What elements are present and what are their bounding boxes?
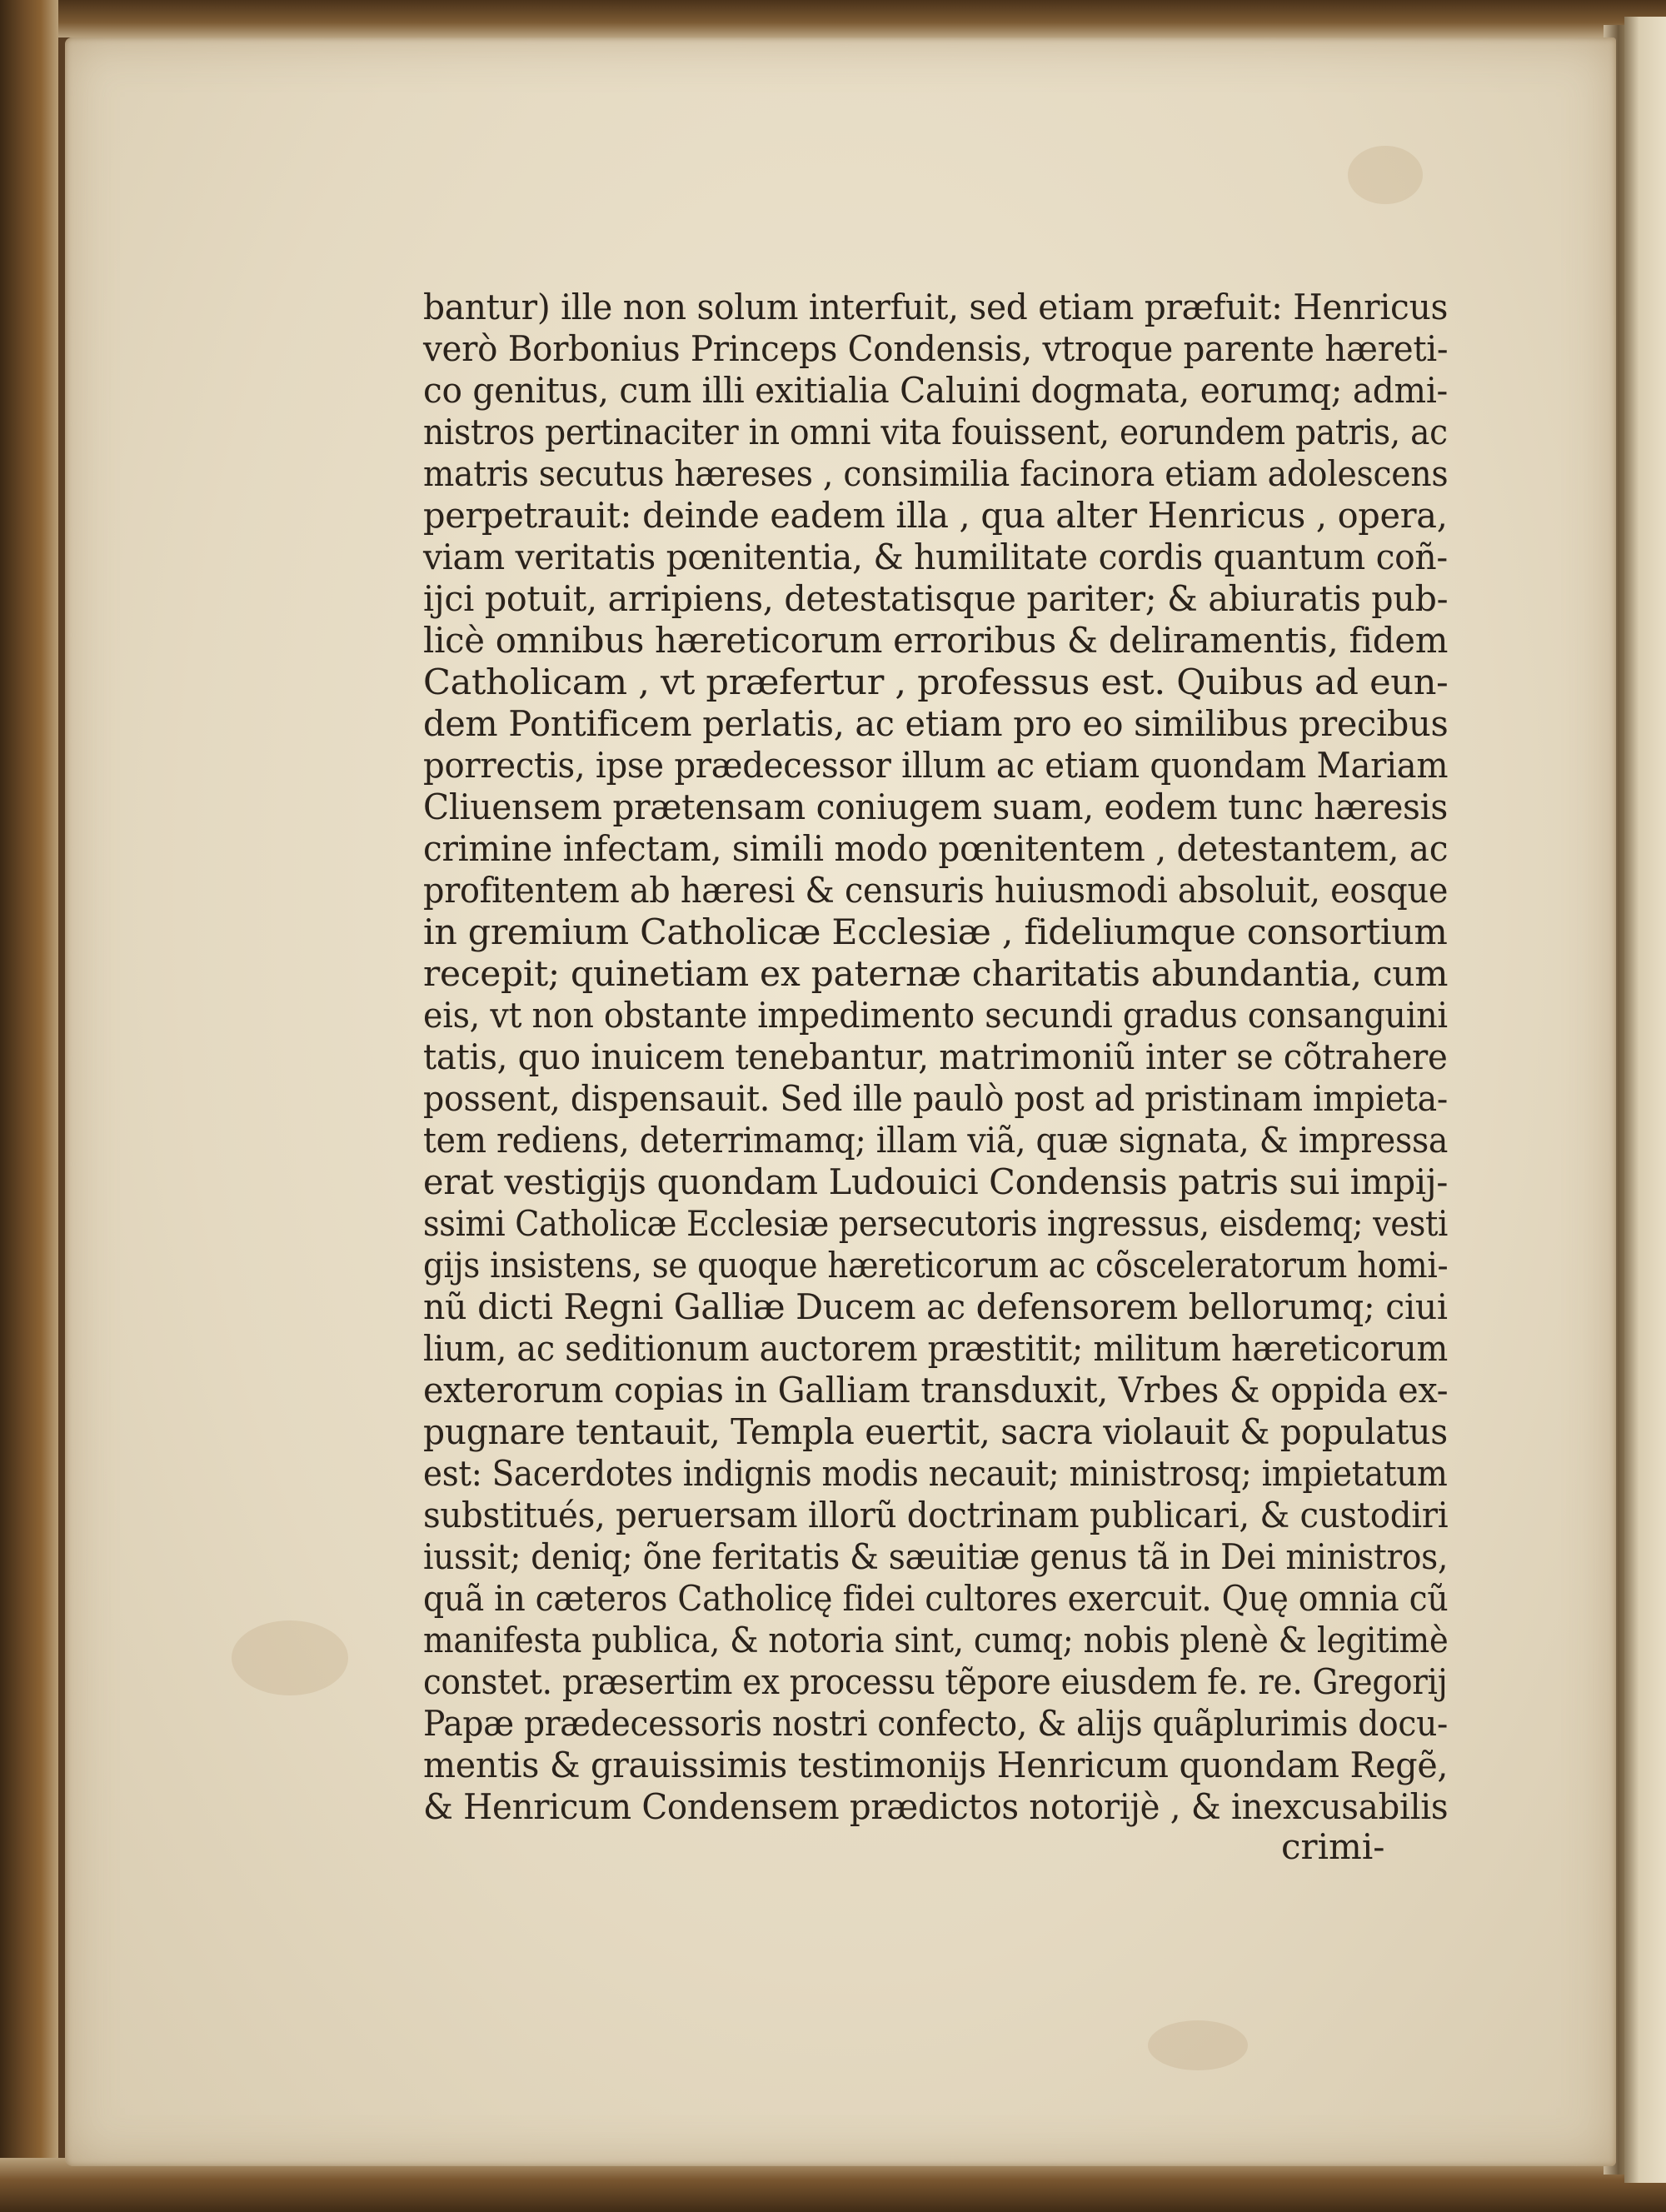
paper-stain <box>1348 146 1423 204</box>
paper-stain <box>1148 2020 1248 2070</box>
book-page <box>65 37 1616 2166</box>
text-line: verò Borbonius Princeps Condensis, vtroque parente hæreti- <box>423 328 1449 369</box>
text-line: matris secutus hæreses , consimilia facinora etiam adolescens <box>423 453 1449 494</box>
facing-page-edge <box>1624 17 1666 2183</box>
text-line: iussit; deniq; õne feritatis & sæuitiæ genus tã in Dei ministros, <box>423 1536 1449 1577</box>
text-line: Cliuensem prætensam coniugem suam, eodem tunc hæresis <box>423 786 1448 827</box>
text-line: nũ dicti Regni Galliæ Ducem ac defensorem bellorumq; ciui <box>423 1286 1448 1327</box>
catchword: crimi- <box>1281 1826 1385 1867</box>
text-line: crimine infectam, simili modo pœnitentem , detestantem, ac <box>423 828 1449 869</box>
text-line: mentis & grauissimis testimonijs Henricum quondam Regẽ, <box>423 1745 1449 1785</box>
text-line: Catholicam , vt præfertur , professus est. Quibus ad eun- <box>423 662 1449 702</box>
text-line: lium, ac seditionum auctorem præstitit; militum hæreticorum <box>423 1328 1448 1369</box>
text-line: nistros pertinaciter in omni vita fouissent, eorundem patris, ac <box>423 412 1448 452</box>
text-line: bantur) ille non solum interfuit, sed etiam præfuit: Henricus <box>423 287 1449 327</box>
text-line: viam veritatis pœnitentia, & humilitate cordis quantum coñ- <box>423 537 1448 577</box>
text-line: porrectis, ipse prædecessor illum ac etiam quondam Mariam <box>423 745 1449 786</box>
text-line: constet. præsertim ex processu tẽpore eiusdem fe. re. Gregorij <box>423 1661 1448 1702</box>
text-line: co genitus, cum illi exitialia Caluini dogmata, eorumq; admi- <box>423 370 1449 411</box>
text-line: in gremium Catholicæ Ecclesiæ , fideliumque consortium <box>423 911 1448 952</box>
text-line: eis, vt non obstante impedimento secundi gradus consanguini <box>423 995 1448 1036</box>
text-line: Papæ prædecessoris nostri confecto, & alijs quãplurimis docu- <box>423 1703 1448 1744</box>
text-line: perpetrauit: deinde eadem illa , qua alter Henricus , opera, <box>423 495 1448 536</box>
paper-stain <box>232 1620 348 1695</box>
text-line: erat vestigijs quondam Ludouici Condensis patris sui impij- <box>423 1161 1449 1202</box>
text-line: ijci potuit, arripiens, detestatisque pariter; & abiuratis pub- <box>423 578 1449 619</box>
text-line: tem rediens, deterrimamq; illam viã, quæ signata, & impressa <box>423 1120 1449 1161</box>
text-line: tatis, quo inuicem tenebantur, matrimoniũ inter se cõtrahere <box>423 1036 1448 1077</box>
book-top-edge <box>0 0 1666 37</box>
text-line: gijs insistens, se quoque hæreticorum ac cõsceleratorum homi- <box>423 1245 1449 1286</box>
text-line: licè omnibus hæreticorum erroribus & deliramentis, fidem <box>423 620 1449 661</box>
book-left-edge <box>0 0 58 2212</box>
text-line: recepit; quinetiam ex paternæ charitatis abundantia, cum <box>423 953 1449 994</box>
text-line: ssimi Catholicæ Ecclesiæ persecutoris ingressus, eisdemq; vesti <box>423 1203 1448 1244</box>
text-line: profitentem ab hæresi & censuris huiusmodi absoluit, eosque <box>423 870 1449 911</box>
text-line: dem Pontificem perlatis, ac etiam pro eo similibus precibus <box>423 703 1449 744</box>
text-line: est: Sacerdotes indignis modis necauit; ministrosq; impietatum <box>423 1453 1448 1494</box>
text-line: exterorum copias in Galliam transduxit, Vrbes & oppida ex- <box>423 1370 1449 1411</box>
text-line: manifesta publica, & notoria sint, cumq; nobis plenè & legitimè <box>423 1620 1449 1660</box>
text-line: pugnare tentauit, Templa euertit, sacra violauit & populatus <box>423 1411 1448 1452</box>
text-line: quã in cæteros Catholicę fidei cultores exercuit. Quę omnia cũ <box>423 1578 1449 1619</box>
text-line: substitués, peruersam illorũ doctrinam publicari, & custodiri <box>423 1495 1449 1535</box>
text-line: possent, dispensauit. Sed ille paulò post ad pristinam impieta- <box>423 1078 1448 1119</box>
text-line: & Henricum Condensem prædictos notorijè , & inexcusabilis <box>423 1786 1449 1827</box>
